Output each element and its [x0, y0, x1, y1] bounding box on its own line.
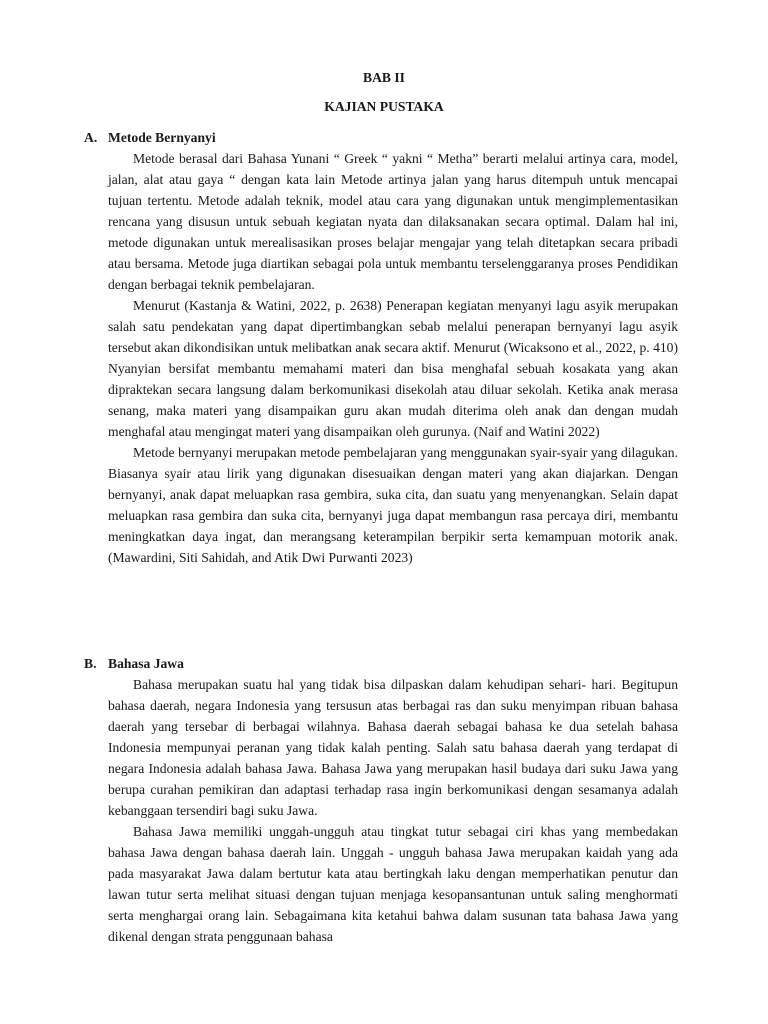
paragraph: Menurut (Kastanja & Watini, 2022, p. 2638) Penerapan kegiatan menyanyi lagu asyik merupakan salah satu pendekatan yang dapat dipertimbangkan sebab melalui penerapan bernyanyi lagu asyik tersebut akan dikondisikan untuk melibatkan anak secara aktif. Menurut (Wicaksono et al., 2022, p. 410) Nyanyian bersifat membantu memahami materi dan bisa menghafal sebuah kosakata yang akan dipraktekan secara langsung dalam berkomunikasi disekolah atau diluar sekolah. Ketika anak merasa senang, maka materi yang disampaikan guru akan mudah diterima oleh anak dan dengan mudah menghafal atau mengingat materi yang disampaikan oleh gurunya. (Naif and Watini 2022): [108, 298, 678, 439]
chapter-title: KAJIAN PUSTAKA: [324, 99, 444, 114]
paragraph: Metode berasal dari Bahasa Yunani “ Greek “ yakni “ Metha” berarti melalui artinya cara, model, jalan, alat atau gaya “ dengan kata lain Metode artinya jalan yang harus ditempuh untuk mencapai tujuan tertentu. Metode adalah teknik, model atau cara yang digunakan untuk mengimplementasikan rencana yang disusun untuk sebuah kegiatan nyata dan dilaksanakan secara optimal. Dalam hal ini, metode digunakan untuk merealisasikan proses belajar mengajar yang telah ditetapkan secara pribadi atau bersama. Metode juga diartikan sebagai pola untuk membantu terselenggaranya proses Pendidikan dengan berbagai teknik pembelajaran.: [108, 151, 678, 292]
section-title: Bahasa Jawa: [108, 656, 184, 671]
section-body-metode-bernyanyi: [108, 148, 678, 568]
chapter-number: BAB II: [363, 70, 405, 85]
section-heading-bahasa-jawa: [84, 653, 184, 674]
section-marker: A.: [84, 130, 98, 145]
section-marker: B.: [84, 656, 97, 671]
paragraph: Metode bernyanyi merupakan metode pembelajaran yang menggunakan syair-syair yang dilagukan. Biasanya syair atau lirik yang digunakan disesuaikan dengan materi yang akan diajarkan. Dengan bernyanyi, anak dapat meluapkan rasa gembira, suka cita, dan suatu yang menyenangkan. Selain dapat meluapkan rasa gembira dan suka cita, bernyanyi juga dapat membangun rasa percaya diri, membantu meningkatkan daya ingat, dan merangsang keterampilan berpikir serta kemampuan motorik anak. (Mawardini, Siti Sahidah, and Atik Dwi Purwanti 2023): [108, 445, 678, 565]
paragraph: Bahasa Jawa memiliki unggah-ungguh atau tingkat tutur sebagai ciri khas yang membedakan bahasa Jawa dengan bahasa daerah lain. Unggah - ungguh bahasa Jawa merupakan kaidah yang ada pada masyarakat Jawa dalam bertutur kata atau bertingkah laku dengan memperhatikan penutur dan lawan tutur serta melihat situasi dengan tujuan menjaga kesopansantunan untuk saling menghormati serta menghargai orang lain. Sebagaimana kita ketahui bahwa dalam susunan tata bahasa Jawa yang dikenal dengan strata penggunaan bahasa: [108, 824, 678, 944]
section-heading-metode-bernyanyi: [84, 127, 216, 148]
section-body-bahasa-jawa: [108, 674, 678, 947]
section-title: Metode Bernyanyi: [108, 130, 216, 145]
paragraph: Bahasa merupakan suatu hal yang tidak bisa dilpaskan dalam kehudipan sehari- hari. Begitupun bahasa daerah, negara Indonesia yang tersusun atas berbagai ras dan suku menyimpan ribuan bahasa daerah yang tersebar di berbagai wilahnya. Bahasa daerah sebagai bahasa ke dua setelah bahasa Indonesia mempunyai peranan yang tidak kalah penting. Salah satu bahasa daerah yang terdapat di negara Indonesia adalah bahasa Jawa. Bahasa Jawa yang merupakan hasil budaya dari suku Jawa yang berupa curahan pemikiran dan adaptasi terhadap rasa ingin berkomunikasi dengan sesamanya adalah kebanggaan tersendiri bagi suku Jawa.: [108, 677, 678, 818]
